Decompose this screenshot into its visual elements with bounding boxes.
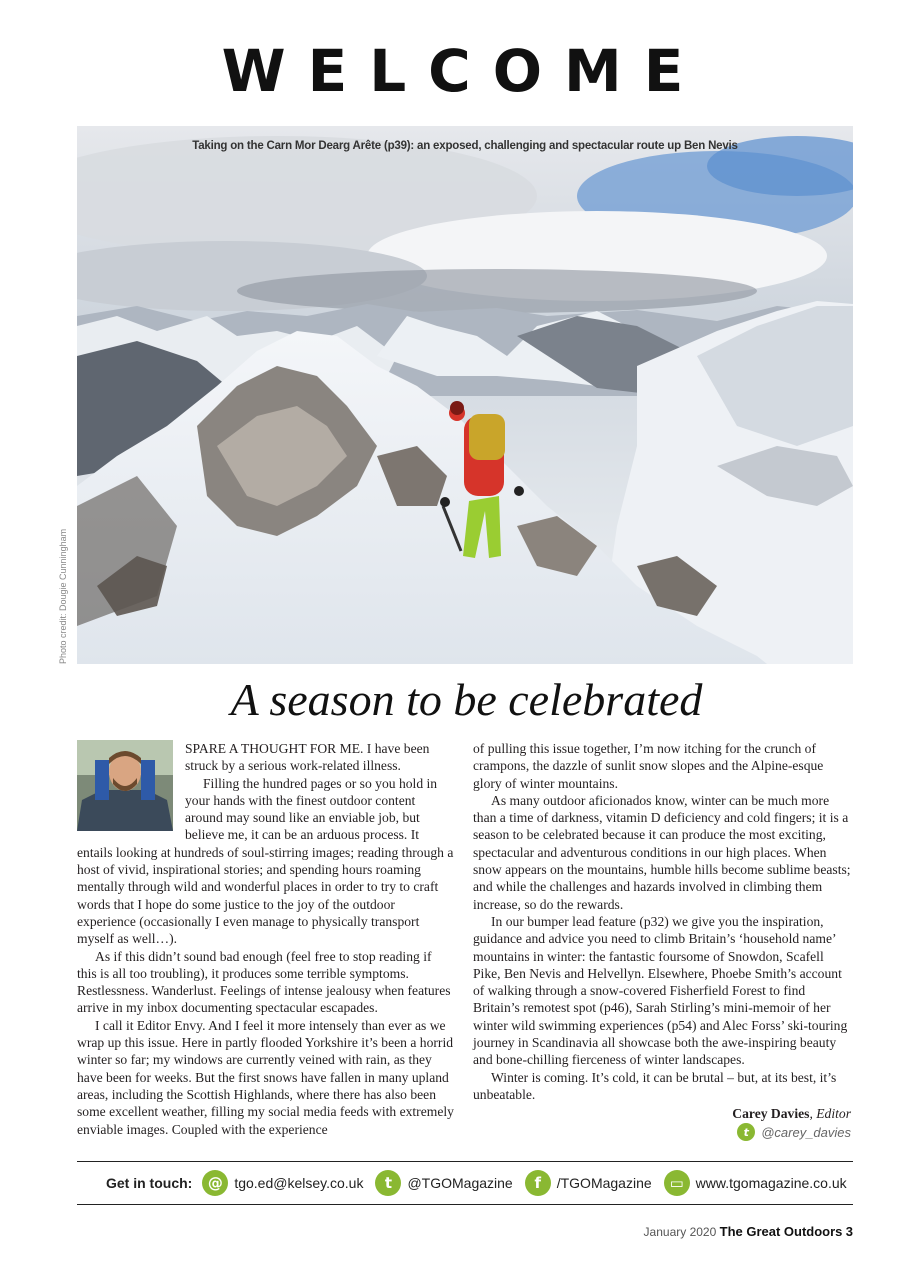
- photo-credit: Photo credit: Dougie Cunningham: [58, 528, 68, 664]
- twitter-icon: t: [737, 1123, 755, 1141]
- facebook-icon: f: [525, 1170, 551, 1196]
- footer-magazine: The Great Outdoors: [719, 1224, 843, 1239]
- page-number: 3: [845, 1224, 853, 1239]
- article-paragraph: SPARE A THOUGHT FOR ME. I have been struck by a serious work-related illness.: [185, 741, 430, 774]
- monitor-icon: ▭: [664, 1170, 690, 1196]
- signoff-role: , Editor: [809, 1106, 851, 1121]
- article-column-left: [77, 740, 454, 1138]
- signoff-handle[interactable]: @carey_davies: [761, 1124, 851, 1140]
- editor-portrait: [77, 740, 173, 831]
- contact-bar: [106, 1168, 859, 1198]
- page-title: WELCOME: [221, 37, 706, 105]
- contact-label: Get in touch:: [106, 1175, 193, 1191]
- contact-rule-top: [77, 1161, 853, 1162]
- article-paragraph: I call it Editor Envy. And I feel it more intensely than ever as we wrap up this issue. Here in partly flooded Yorkshire it’s been a horrid winter so far; my windows are currently veined with rain, as they have been for weeks. But the first snows have fallen in many upland areas, including the Scottish Highlands, where there has also been some excellent weather, filling my social media feeds with extremely enviable images. Coupled with the experience: [77, 1017, 454, 1137]
- contact-email[interactable]: [202, 1170, 363, 1196]
- contact-website-text[interactable]: www.tgomagazine.co.uk: [695, 1175, 847, 1191]
- signoff: [473, 1106, 851, 1122]
- footer-date: January 2020: [643, 1225, 717, 1239]
- article-headline: A season to be celebrated: [230, 674, 703, 725]
- article-paragraph: of pulling this issue together, I’m now itching for the crunch of crampons, the dazzle of sunlit snow slopes and the Alpine-esque glory of winter mountains.: [473, 741, 824, 791]
- article-paragraph: As if this didn’t sound bad enough (feel free to stop reading if this is all too troubling), it produces some terrible symptoms. Restlessness. Wanderlust. Feelings of intense jealousy when features arrive in my inbox documenting spectacular escapades.: [77, 948, 451, 1016]
- contact-facebook[interactable]: [525, 1170, 652, 1196]
- twitter-icon: t: [375, 1170, 401, 1196]
- contact-website[interactable]: [664, 1170, 847, 1196]
- article-paragraph: In our bumper lead feature (p32) we give you the inspiration, guidance and advice you need to climb Britain’s ‘household name’ mountains in winter: the fantastic foursome of Snowdon, Scafell Pike, Ben Nevis and Helvellyn. Elsewhere, Phoebe Smith’s account of walking through a snow-covered Fisherfield Forest to find Britain’s remotest spot (p46), Sarah Stirling’s mini-memoir of her winter wild swimming experiences (p54) and Alec Forss’ ski-touring journey in Scandinavia all showcase both the awe-inspiring beauty and bone-chilling fierceness of winter landscapes.: [473, 913, 848, 1068]
- contact-twitter-text[interactable]: @TGOMagazine: [407, 1175, 513, 1191]
- email-icon: @: [202, 1170, 228, 1196]
- article-paragraph: As many outdoor aficionados know, winter can be much more than a time of darkness, vitamin D deficiency and cold fingers; it is a season to be celebrated because it can produce the most exciting, spectacular and adventurous conditions in our high places. When snow appears on the mountains, humble hills become sublime beasts; and while the challenges and hazards involved in climbing them increase, so do the rewards.: [473, 792, 851, 912]
- article-paragraph: Winter is coming. It’s cold, it can be brutal – but, at its best, it’s unbeatable.: [473, 1069, 837, 1102]
- signoff-name: Carey Davies: [732, 1106, 810, 1121]
- contact-twitter[interactable]: [375, 1170, 512, 1196]
- contact-rule-bottom: [77, 1204, 853, 1205]
- page-footer: [644, 1224, 853, 1239]
- signoff-twitter[interactable]: [473, 1123, 851, 1141]
- article-paragraph: Filling the hundred pages or so you hold in your hands with the finest outdoor content around may sound like an enviable job, but believe me, it can be an arduous process. It entails looking at hundreds of soul-stirring images; reading through a host of vivid, inspirational stories; and spending hours roaming mentally through wild and wonderful places in order to try to craft words that I hope do some justice to the joy of the outdoor experience (occasionally I even manage to physically transport myself as well…).: [77, 775, 454, 947]
- contact-facebook-text[interactable]: /TGOMagazine: [556, 1175, 652, 1191]
- article-column-right: [473, 740, 853, 1103]
- hero-photo: [77, 126, 853, 664]
- contact-email-text[interactable]: tgo.ed@kelsey.co.uk: [234, 1175, 364, 1191]
- photo-caption: Taking on the Carn Mor Dearg Arête (p39): an exposed, challenging and spectacular route up Ben Nevis: [192, 140, 738, 152]
